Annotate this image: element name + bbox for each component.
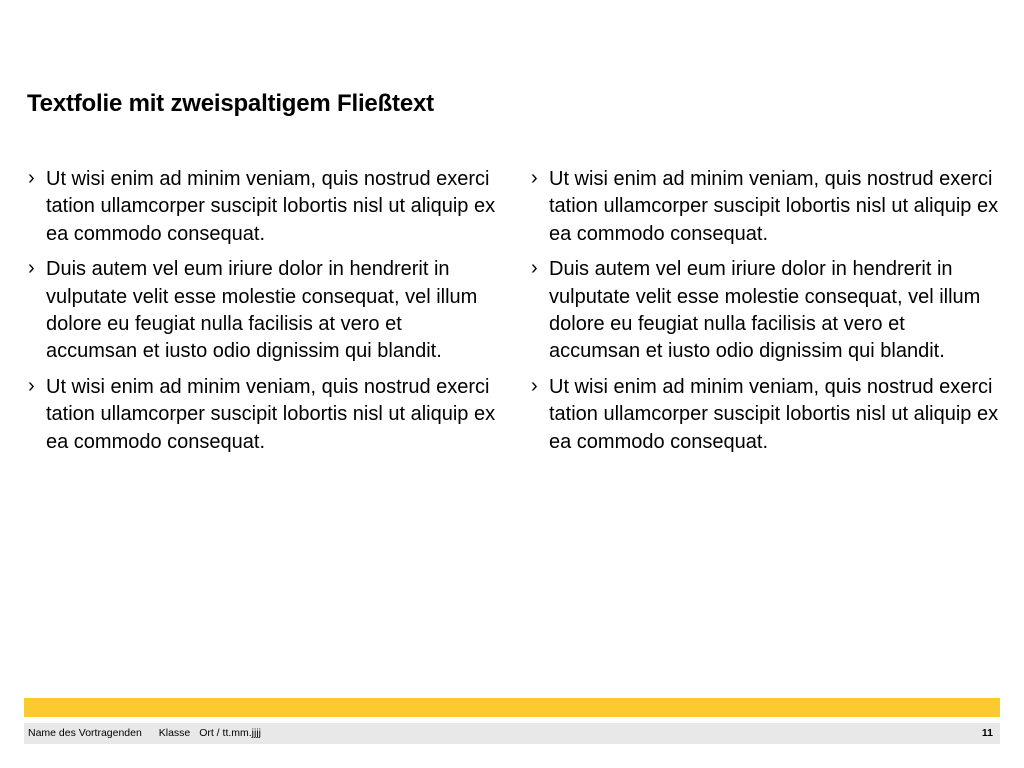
bullet-text: Duis autem vel eum iriure dolor in hendrerit in vulputate velit esse molestie consequat, vel illum dolore eu feugiat nulla facilisis at vero et accumsan et iusto odio dignissim qui blandit.: [549, 258, 981, 363]
bullet-text: Ut wisi enim ad minim veniam, quis nostrud exerci tation ullamcorper suscipit lobortis nisl ut aliquip ex ea commodo consequat.: [46, 376, 496, 453]
bullet-text: Ut wisi enim ad minim veniam, quis nostrud exerci tation ullamcorper suscipit lobortis nisl ut aliquip ex ea commodo consequat.: [46, 168, 496, 245]
footer-place-date: Ort / tt.mm.jjjj: [199, 727, 262, 739]
bullet-item: [27, 374, 497, 456]
page-number: 11: [981, 727, 993, 739]
bullet-text: Ut wisi enim ad minim veniam, quis nostrud exerci tation ullamcorper suscipit lobortis nisl ut aliquip ex ea commodo consequat.: [549, 168, 999, 245]
bullet-chevron-icon: ›: [28, 375, 35, 398]
bullet-chevron-icon: ›: [531, 375, 538, 398]
bullet-item: [27, 256, 497, 365]
footer-info: [28, 723, 275, 744]
bullet-item: [530, 256, 1000, 365]
bullet-item: [530, 166, 1000, 248]
bullet-chevron-icon: ›: [28, 257, 35, 280]
footer-bar: [24, 723, 1000, 744]
footer-class: Klasse: [158, 727, 191, 739]
accent-bar: [24, 698, 1000, 717]
bullet-item: [530, 374, 1000, 456]
bullet-item: [27, 166, 497, 248]
bullet-chevron-icon: ›: [531, 257, 538, 280]
bullet-chevron-icon: ›: [28, 167, 35, 189]
footer-presenter: Name des Vortragenden: [28, 727, 142, 739]
bullet-text: Ut wisi enim ad minim veniam, quis nostrud exerci tation ullamcorper suscipit lobortis nisl ut aliquip ex ea commodo consequat.: [549, 376, 999, 453]
left-text-column: [27, 166, 497, 464]
bullet-chevron-icon: ›: [531, 167, 538, 189]
slide-title: Textfolie mit zweispaltigem Fließtext: [27, 90, 434, 117]
right-text-column: [530, 166, 1000, 464]
bullet-text: Duis autem vel eum iriure dolor in hendrerit in vulputate velit esse molestie consequat, vel illum dolore eu feugiat nulla facilisis at vero et accumsan et iusto odio dignissim qui blandit.: [46, 258, 478, 363]
